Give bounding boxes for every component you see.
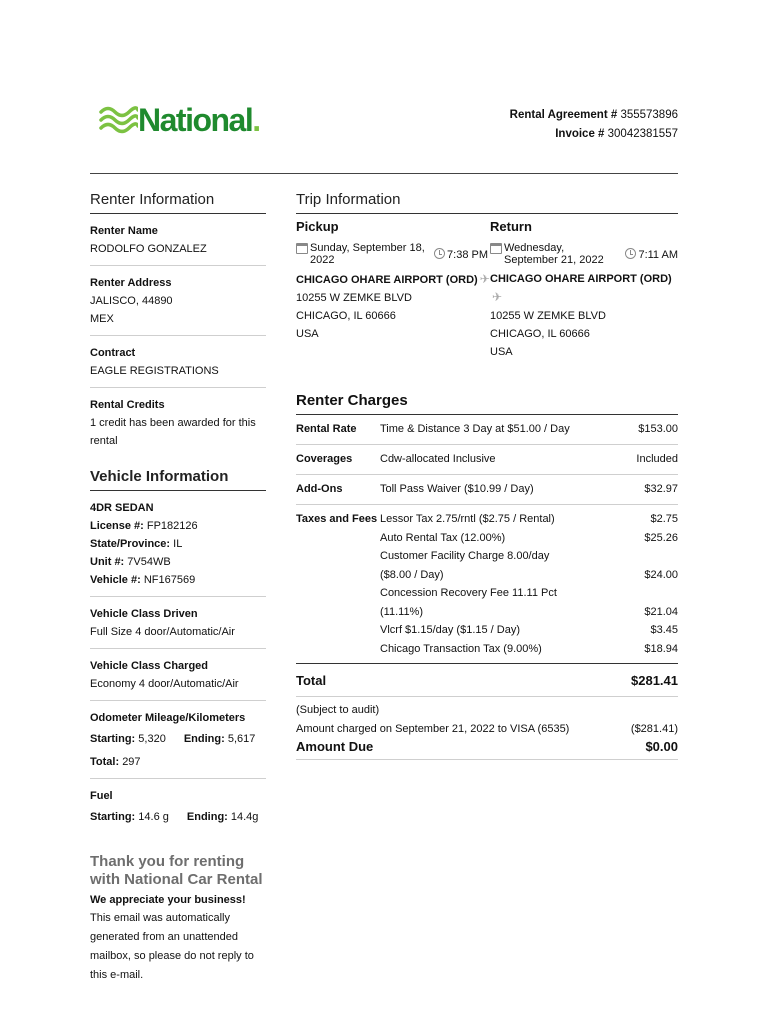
invoice-header [90,100,678,174]
charge-amount: Included [636,453,678,465]
charge-description: Customer Facility Charge 8.00/day ($8.00 / Day) [380,550,550,581]
charge-rows [296,415,678,664]
charge-line [380,621,678,640]
rental-agreement: Rental Agreement # 355573896 [509,109,678,121]
amount-charged-row: Amount charged on September 21, 2022 to VISA (6535) ($281.41) [296,722,678,735]
charge-line [380,584,678,621]
charge-description: Concession Recovery Fee 11.11 Pct (11.11%) [380,587,557,618]
charge-amount: $24.00 [644,568,678,581]
pickup-time: 7:38 PM [434,248,488,261]
charge-description: Lessor Tax 2.75/rntl ($2.75 / Rental) [380,513,555,525]
renter-name-field: Renter Name RODOLFO GONZALEZ [90,214,266,266]
renter-charges [296,391,678,760]
national-wave-icon [98,102,138,138]
state-row: State/Province: IL [90,538,183,550]
total-amount: $281.41 [631,673,678,688]
charge-line [380,547,678,584]
rental-credits-field: Rental Credits 1 credit has been awarded for this rental [90,399,256,447]
charge-description: Time & Distance 3 Day at $51.00 / Day [380,423,570,435]
fuel-start: Starting: 14.6 g [90,811,169,823]
audit-note: (Subject to audit) [296,704,380,716]
total-row: Total $281.41 [296,664,678,697]
charge-row [296,415,678,445]
charge-line [380,450,678,469]
charge-description: Toll Pass Waiver ($10.99 / Day) [380,483,534,495]
agreement-references [510,106,678,144]
pickup-date: Sunday, September 18, 2022 [310,242,425,266]
class-charged-field: Vehicle Class Charged Economy 4 door/Automatic/Air [90,649,266,701]
charge-description: Chicago Transaction Tax (9.00%) [380,642,542,655]
charge-amount: $18.94 [644,642,678,655]
charge-row [296,445,678,475]
charge-amount: $153.00 [638,423,678,435]
charge-amount: $2.75 [650,513,678,525]
calendar-icon [490,243,502,254]
odometer-end: Ending: 5,617 [183,733,256,745]
amount-due: $0.00 [645,739,678,754]
charges-title: Renter Charges [296,391,678,415]
vehicle-number-row: Vehicle #: NF167569 [90,574,196,586]
charge-line [380,510,678,529]
odometer-field: Odometer Mileage/Kilometers Starting: 5,320 Ending: 5,617 Total: 297 [90,701,266,779]
charge-line [380,640,678,659]
charge-amount: $32.97 [644,483,678,495]
trip-info-title: Trip Information [296,190,678,214]
charge-row [296,475,678,505]
vehicle-info-title: Vehicle Information [90,467,266,491]
national-logo [98,102,260,138]
return-column: Return Wednesday, September 21, 2022 7:11 AM CHICAGO OHARE AIRPORT (ORD)✈ 10255 W ZEMKE BLVD CHICAGO, IL 60666 USA [490,219,678,358]
charge-description: Auto Rental Tax (12.00%) [380,531,506,544]
fuel-field: Fuel Starting: 14.6 g Ending: 14.4g [90,779,266,833]
charge-category: Rental Rate [296,423,357,435]
thank-you-note: Thank you for renting with National Car Rental We appreciate your business! This email was automatically generated from an unattended mailbox, so please do not reply to this e-mail. [90,853,263,981]
charge-line [380,480,678,499]
national-wordmark: National. [138,102,260,138]
odometer-total: Total: 297 [90,756,141,768]
charge-description: Vlcrf $1.15/day ($1.15 / Day) [380,624,521,636]
charge-amount: $21.04 [644,605,678,618]
airplane-icon: ✈ [479,272,490,286]
calendar-icon [296,243,308,254]
invoice-number: Invoice # 30042381557 [555,128,678,140]
pickup-column: Pickup Sunday, September 18, 2022 7:38 PM CHICAGO OHARE AIRPORT (ORD) ✈ 10255 W ZEMKE BLVD CHICAGO, IL 60666 USA [296,219,490,340]
renter-info-title: Renter Information [90,190,266,214]
unit-row: Unit #: 7V54WB [90,556,171,568]
charge-category: Add-Ons [296,483,343,495]
right-column [296,190,678,760]
clock-icon [625,248,636,259]
airplane-icon: ✈ [492,290,503,304]
odometer-start: Starting: 5,320 [90,733,166,745]
clock-icon [434,248,445,259]
charge-amount: $25.26 [644,531,678,544]
amount-due-row: Amount Due $0.00 [296,738,678,760]
charge-line [380,529,678,548]
license-row: License #: FP182126 [90,520,198,532]
charge-category: Taxes and Fees [296,513,378,525]
charge-row [296,505,678,664]
contract-field: Contract EAGLE REGISTRATIONS [90,336,266,388]
pickup-location: CHICAGO OHARE AIRPORT (ORD) [296,274,478,286]
return-date: Wednesday, September 21, 2022 [504,242,604,266]
charge-category: Coverages [296,453,353,465]
charge-description: Cdw-allocated Inclusive [380,453,496,465]
return-time: 7:11 AM [625,248,678,261]
renter-address-field: Renter Address JALISCO, 44890 MEX [90,266,266,336]
return-location: CHICAGO OHARE AIRPORT (ORD) [490,273,672,285]
charge-line [380,420,678,439]
class-driven-field: Vehicle Class Driven Full Size 4 door/Automatic/Air [90,597,266,649]
trip-details [296,214,678,361]
charge-amount: $3.45 [650,624,678,636]
vehicle-details: 4DR SEDAN License #: FP182126 State/Province: IL Unit #: 7V54WB Vehicle #: NF167569 [90,491,266,597]
header-divider [90,173,678,174]
left-column [90,190,266,985]
fuel-end: Ending: 14.4g [186,811,259,823]
